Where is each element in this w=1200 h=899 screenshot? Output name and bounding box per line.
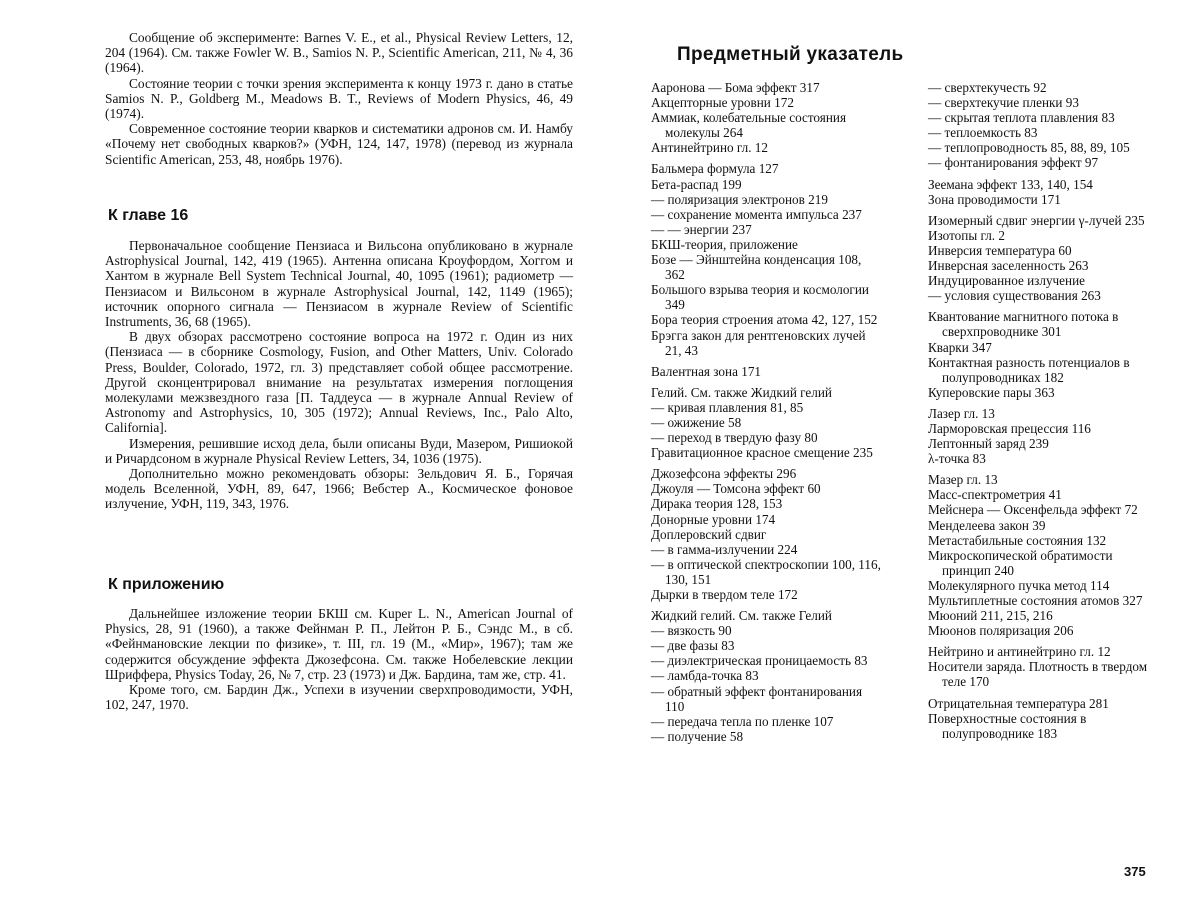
paragraph: Дополнительно можно рекомендовать обзоры: Зельдович Я. Б., Горячая модель Вселенной, УФН, 89, 647, 1966; Вебстер А., Космическое фоновое излучение, УФН, 119, 343, 1976.	[105, 466, 573, 512]
intro-references	[105, 30, 573, 167]
index-entry: Аммиак, колебательные состояния молекулы 264	[651, 110, 847, 141]
paragraph: Современное состояние теории кварков и систематики адронов см. И. Намбу «Почему нет свободных кварков?» (УФН, 124, 147, 1978) (перевод из журнала Scientific American, 253, 48, ноябрь 1976).	[105, 121, 573, 167]
index-entry: БКШ-теория, приложение	[651, 236, 798, 252]
index-entry: Инверсная заселенность 263	[928, 258, 1089, 274]
index-group	[928, 472, 1154, 638]
index-entry: Контактная разность потенциалов в полупроводниках 182	[928, 354, 1130, 385]
chapter16-text	[105, 238, 573, 512]
index-group	[651, 161, 883, 357]
index-entry: Нейтрино и антинейтрино гл. 12	[928, 644, 1111, 660]
index-entry: Куперовские пары 363	[928, 384, 1055, 400]
index-entry: — сверхтекучие пленки 93	[928, 95, 1079, 111]
index-entry: Донорные уровни 174	[651, 511, 776, 527]
index-entry: — поляризация электронов 219	[651, 191, 828, 207]
paragraph: Дальнейшее изложение теории БКШ см. Kuper L. N., American Journal of Physics, 28, 91 (1960), а также Фейнман Р. П., Лейтон Р. Б., Сэндс М., в сб. «Фейнмановские лекции по физике», т. III, гл. 19 (М., «Мир», 1967); там же содержится обсуждение эффекта Джозефсона. См. также Нобелевские лекции Шриффера, Physics Today, 26, № 7, стр. 23 (1973) и Дж. Бардина, там же, стр. 41.	[105, 606, 573, 682]
index-group	[928, 406, 1154, 466]
index-entry: — получение 58	[651, 728, 744, 744]
index-entry: Мейснера — Оксенфельда эффект 72	[928, 502, 1138, 518]
index-entry: Лептонный заряд 239	[928, 436, 1049, 452]
index-entry: λ-точка 83	[928, 451, 986, 467]
index-entry: — в оптической спектроскопии 100, 116, 130, 151	[651, 556, 881, 587]
index-entry: Кварки 347	[928, 339, 992, 355]
index-entry: — передача тепла по пленке 107	[651, 713, 834, 729]
index-column-left	[651, 80, 883, 744]
index-entry: Гелий. См. также Жидкий гелий	[651, 384, 832, 400]
index-group	[651, 466, 883, 602]
index-column-right	[928, 80, 1154, 741]
index-entry: Метастабильные состояния 132	[928, 532, 1107, 548]
index-entry: Бозе — Эйнштейна конденсация 108, 362	[651, 252, 862, 283]
index-entry: Ларморовская прецессия 116	[928, 420, 1091, 436]
index-group	[928, 213, 1154, 304]
index-entry: Дырки в твердом теле 172	[651, 587, 798, 602]
index-entry: Мультиплетные состояния атомов 327	[928, 593, 1143, 608]
index-entry: — ожижение 58	[651, 414, 742, 430]
index-entry: Микроскопической обратимости принцип 240	[928, 547, 1113, 578]
index-group	[928, 696, 1154, 741]
appendix-text	[105, 606, 573, 712]
index-entry: — диэлектрическая проницаемость 83	[651, 653, 868, 669]
index-group	[651, 385, 883, 460]
index-entry: Джоуля — Томсона эффект 60	[651, 481, 821, 497]
index-entry: Изотопы гл. 2	[928, 227, 1005, 243]
index-group	[928, 80, 1154, 171]
index-entry: — теплоемкость 83	[928, 125, 1038, 141]
index-entry: Носители заряда. Плотность в твердом теле 170	[928, 659, 1148, 690]
index-entry: — сверхтекучесть 92	[928, 80, 1047, 95]
index-group	[928, 644, 1154, 689]
paragraph: Первоначальное сообщение Пензиаса и Вильсона опубликовано в журнале Astrophysical Journal, 142, 419 (1965). Антенна описана Кроуфордом, Хоггом и Хантом в журнале Bell System Technical Journal, 40, 1095 (1961); радиометр — Пензиасом и Вильсоном в журнале Astrophysical Journal, 142, 1149 (1965); источник опорного сигнала — Пензиасом в журнале Review of Scientific Instruments, 36, 68 (1965).	[105, 238, 573, 330]
index-entry: Гравитационное красное смещение 235	[651, 445, 873, 461]
index-entry: Молекулярного пучка метод 114	[928, 577, 1110, 593]
index-entry: Бета-распад 199	[651, 176, 742, 192]
index-entry: Ааронова — Бома эффект 317	[651, 80, 820, 95]
paragraph: Сообщение об эксперименте: Barnes V. E., et al., Physical Review Letters, 12, 204 (1964). См. также Fowler W. B., Samios N. P., Scientific American, 211, № 4, 36 (1964).	[105, 30, 573, 76]
index-entry: Мюонов поляризация 206	[928, 623, 1074, 639]
index-entry: Мазер гл. 13	[928, 472, 998, 488]
index-entry: — переход в твердую фазу 80	[651, 430, 818, 446]
index-entry: Дирака теория 128, 153	[651, 496, 783, 512]
index-entry: Мюоний 211, 215, 216	[928, 608, 1053, 624]
index-entry: Инверсия температура 60	[928, 242, 1072, 258]
index-entry: Доплеровский сдвиг	[651, 526, 767, 542]
index-entry: Акцепторные уровни 172	[651, 95, 794, 111]
index-entry: — две фазы 83	[651, 638, 735, 654]
index-entry: — скрытая теплота плавления 83	[928, 110, 1115, 126]
chapter16-heading: К главе 16	[108, 207, 189, 224]
index-entry: Антинейтрино гл. 12	[651, 140, 768, 156]
index-group	[651, 608, 883, 744]
index-entry: Джозефсона эффекты 296	[651, 466, 797, 482]
index-entry: Бора теория строения атома 42, 127, 152	[651, 312, 878, 328]
index-entry: — обратный эффект фонтанирования 110	[651, 683, 863, 714]
index-entry: — ламбда-точка 83	[651, 668, 759, 684]
index-entry: Масс-спектрометрия 41	[928, 487, 1062, 503]
paragraph: Измерения, решившие исход дела, были описаны Вуди, Мазером, Ришиокой и Ричардсоном в журнале Physical Review Letters, 34, 1036 (1975).	[105, 435, 573, 466]
index-entry: Брэгга закон для рентгеновских лучей 21, 43	[651, 327, 866, 358]
paragraph: Кроме того, см. Бардин Дж., Успехи в изучении сверхпроводимости, УФН, 102, 247, 1970.	[105, 682, 573, 713]
index-entry: Лазер гл. 13	[928, 405, 995, 421]
index-group	[928, 309, 1154, 400]
page-number: 375	[1124, 864, 1146, 879]
index-entry: Менделеева закон 39	[928, 517, 1046, 533]
index-group	[651, 80, 883, 155]
index-entry: — — энергии 237	[651, 221, 752, 237]
index-entry: Валентная зона 171	[651, 363, 762, 379]
index-entry: Отрицательная температура 281	[928, 695, 1109, 711]
index-entry: Индуцированное излучение	[928, 273, 1086, 289]
index-entry: Большого взрыва теория и космологии 349	[651, 282, 869, 313]
index-entry: Квантование магнитного потока в сверхпроводнике 301	[928, 309, 1119, 340]
index-entry: — условия существования 263	[928, 288, 1101, 304]
paragraph: В двух обзорах рассмотрено состояние вопроса на 1972 г. Один из них (Пензиаса — в сборнике Cosmology, Fusion, and Other Matters, Univ. Colorado Press, Boulder, Colorado, 1972, гл. 3) представляет собой общее рассмотрение. Другой сконцентрировал внимание на результатах измерения поглощения молекулами межзвездного газа [П. Таддеуса — в журнале Annual Review of Astronomy and Astrophysics, 10, 305 (1972); Annual Reviews, Inc., Palo Alto, California].	[105, 329, 573, 436]
index-entry: Зеемана эффект 133, 140, 154	[928, 176, 1093, 192]
index-entry: Поверхностные состояния в полупроводнике 183	[928, 710, 1087, 741]
index-title: Предметный указатель	[677, 44, 904, 65]
appendix-heading: К приложению	[108, 576, 225, 593]
index-entry: Зона проводимости 171	[928, 191, 1061, 207]
index-entry: Жидкий гелий. См. также Гелий	[651, 608, 832, 624]
index-entry: — теплопроводность 85, 88, 89, 105	[928, 140, 1130, 156]
index-entry: — фонтанирования эффект 97	[928, 155, 1099, 171]
index-entry: — в гамма-излучении 224	[651, 541, 798, 557]
index-group	[651, 364, 883, 379]
index-entry: Изомерный сдвиг энергии γ-лучей 235	[928, 212, 1145, 228]
paragraph: Состояние теории с точки зрения эксперимента к концу 1973 г. дано в статье Samios N. P., Goldberg M., Meadows B. T., Reviews of Modern Physics, 46, 49 (1974).	[105, 75, 573, 122]
index-entry: — вязкость 90	[651, 623, 732, 639]
index-entry: Бальмера формула 127	[651, 161, 779, 177]
index-entry: — кривая плавления 81, 85	[651, 399, 804, 415]
index-entry: — сохранение момента импульса 237	[651, 206, 862, 222]
index-group	[928, 177, 1154, 207]
